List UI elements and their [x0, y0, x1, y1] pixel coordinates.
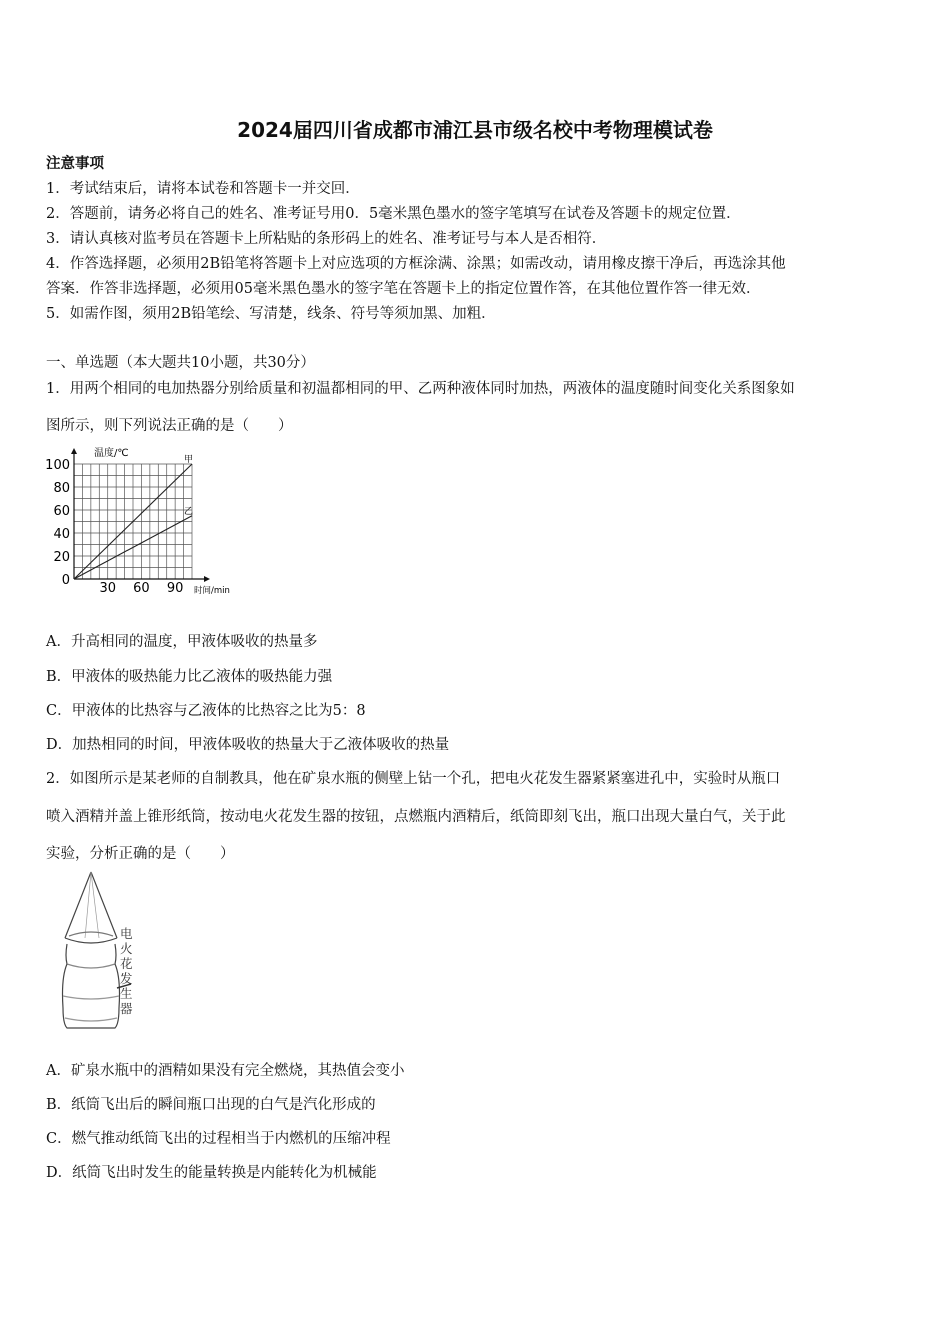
q2-option-b: B．纸筒飞出后的瞬间瓶口出现的白气是汽化形成的 [46, 1097, 376, 1113]
series-label: 乙 [184, 506, 194, 517]
y-tick-label: 60 [53, 504, 70, 519]
q1-option-b: B．甲液体的吸热能力比乙液体的吸热能力强 [46, 669, 333, 685]
q1-option-a: A．升高相同的温度，甲液体吸收的热量多 [46, 634, 318, 650]
y-axis-label: 温度/℃ [94, 448, 129, 459]
x-tick-label: 60 [133, 581, 150, 596]
notice-line: 答案．作答非选择题，必须用05毫米黑色墨水的签字笔在答题卡上的指定位置作答，在其他位置作答一律无效． [46, 281, 761, 297]
question-1-stem: 图所示，则下列说法正确的是（ ） [46, 418, 293, 434]
x-axis-label: 时间/min [194, 586, 230, 596]
bottle-experiment-figure [55, 868, 155, 1038]
q2-option-d: D．纸筒飞出时发生的能量转换是内能转化为机械能 [46, 1165, 377, 1181]
y-tick-label: 20 [53, 550, 70, 565]
page-title: 2024届四川省成都市浦江县市级名校中考物理模试卷 [237, 118, 713, 142]
question-2-stem: 实验，分析正确的是（ ） [46, 846, 235, 862]
question-2-stem: 喷入酒精并盖上锥形纸筒，按动电火花发生器的按钮，点燃瓶内酒精后，纸筒即刻飞出，瓶口出现大量白气，关于此 [46, 809, 786, 825]
q2-option-a: A．矿泉水瓶中的酒精如果没有完全燃烧，其热值会变小 [46, 1063, 405, 1079]
q1-option-c: C．甲液体的比热容与乙液体的比热容之比为5：8 [46, 703, 366, 719]
notice-line: 1．考试结束后，请将本试卷和答题卡一并交回． [46, 181, 360, 197]
series-label: 甲 [184, 455, 194, 465]
x-tick-label: 90 [166, 581, 184, 596]
x-tick-label: 30 [99, 581, 116, 596]
paper-cone [65, 872, 117, 938]
spark-generator-label: 电火花发生器 [120, 926, 133, 1016]
y-tick-label: 100 [45, 458, 70, 473]
notice-line: 4．作答选择题，必须用2B铅笔将答题卡上对应选项的方框涂满、涂黑；如需改动，请用橡皮擦干净后，再选涂其他 [46, 256, 786, 272]
notice-line: 5．如需作图，须用2B铅笔绘、写清楚，线条、符号等须加黑、加粗． [46, 306, 496, 322]
temperature-time-chart [40, 442, 250, 597]
q1-option-d: D．加热相同的时间，甲液体吸收的热量大于乙液体吸收的热量 [46, 737, 450, 753]
y-tick-label: 80 [53, 481, 70, 496]
notice-line: 3．请认真核对监考员在答题卡上所粘贴的条形码上的姓名、准考证号与本人是否相符． [46, 231, 607, 247]
x-axis-arrow [204, 576, 210, 582]
section-heading: 一、单选题（本大题共10小题，共30分） [46, 355, 315, 371]
y-tick-label: 40 [53, 527, 70, 542]
y-axis-arrow [71, 448, 77, 454]
notice-heading: 注意事项 [46, 155, 104, 172]
q2-option-c: C．燃气推动纸筒飞出的过程相当于内燃机的压缩冲程 [46, 1131, 391, 1147]
mineral-water-bottle [63, 964, 120, 1028]
notice-line: 2．答题前，请务必将自己的姓名、准考证号用0．5毫米黑色墨水的签字笔填写在试卷及答题卡的规定位置． [46, 206, 741, 222]
question-1-stem: 1．用两个相同的电加热器分别给质量和初温都相同的甲、乙两种液体同时加热，两液体的温度随时间变化关系图象如 [46, 381, 795, 397]
y-tick-label: 0 [61, 573, 70, 588]
question-2-stem: 2．如图所示是某老师的自制教具，他在矿泉水瓶的侧壁上钻一个孔，把电火花发生器紧紧塞进孔中，实验时从瓶口 [46, 771, 781, 787]
